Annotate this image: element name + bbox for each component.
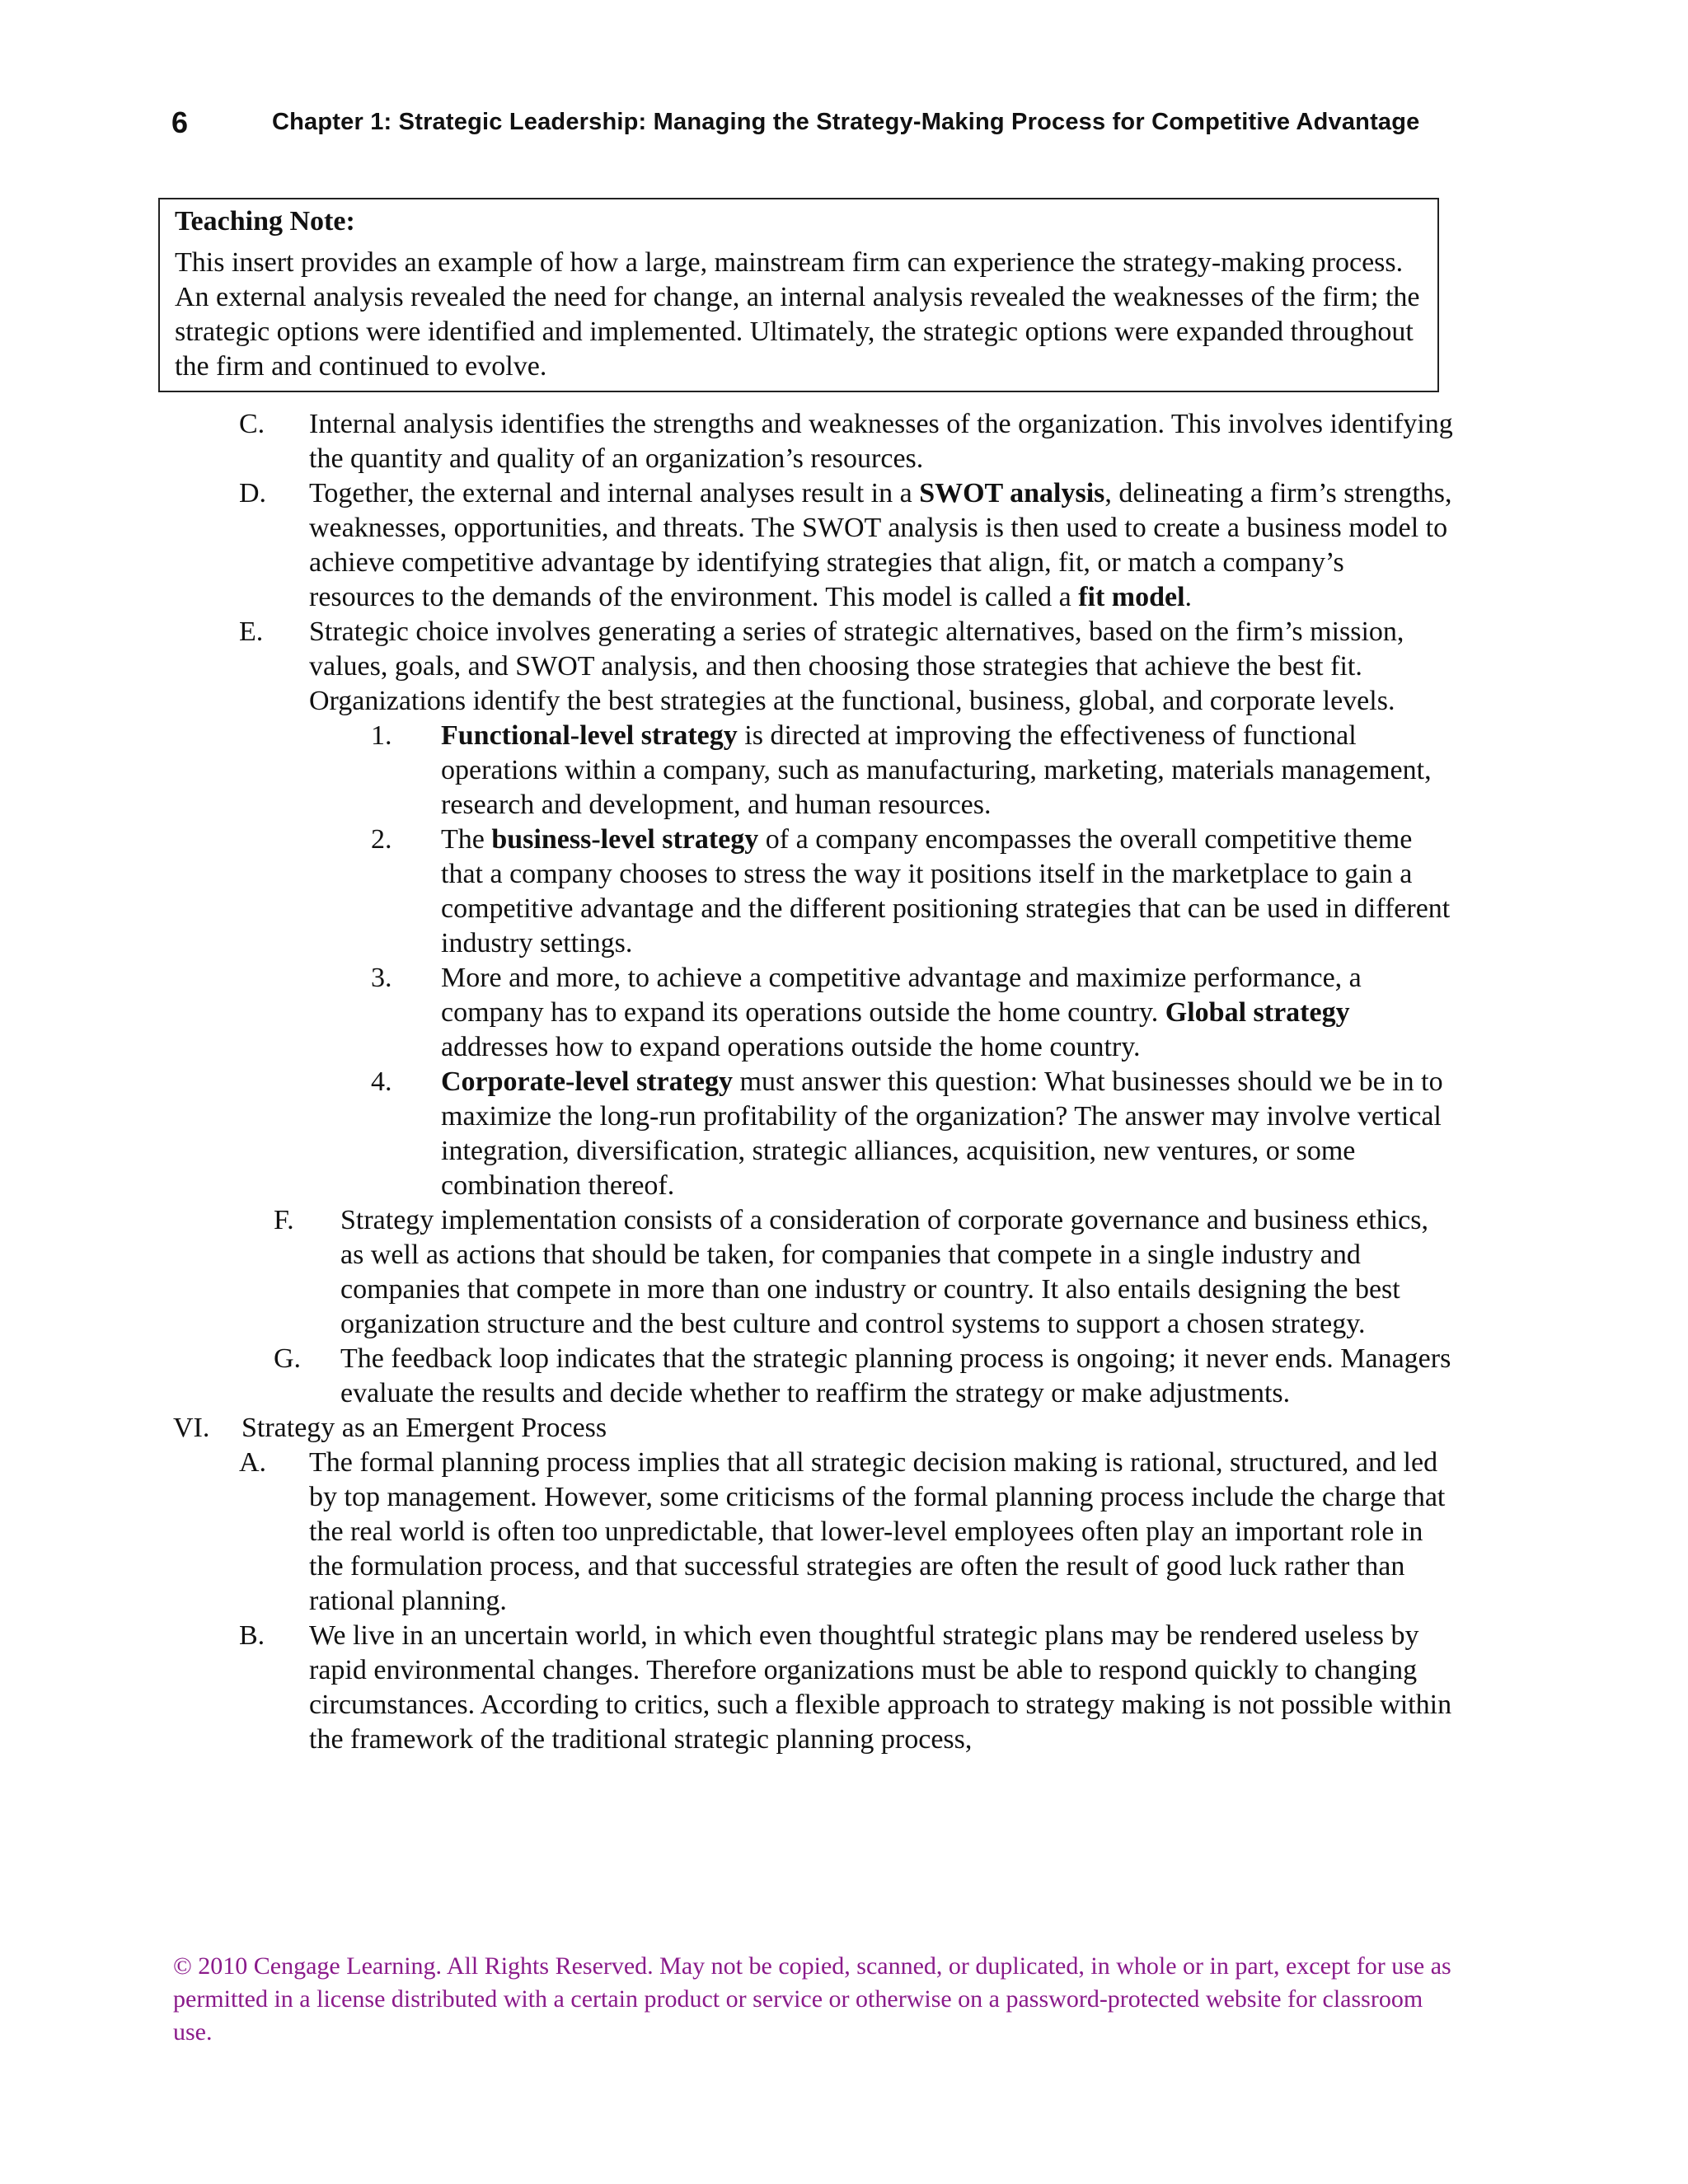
outline [0, 407, 1688, 1757]
term-fit-model: fit model [1078, 582, 1185, 612]
term-functional-level-strategy: Functional-level strategy [441, 720, 738, 751]
item-text: The formal planning process implies that all strategic decision making is rational, structured, and led by top management. However, some criticisms of the formal planning process include the charge that the real world is often too unpredictable, that lower-level employees often play an important role in the formulation process, and that successful strategies are often the result of good luck rather than rational planning. [309, 1447, 1446, 1616]
item-text: More and more, to achieve a competitive advantage and maximize performance, a company has to expand its operations outside the home country. [441, 963, 1362, 1028]
outline-item-e1 [0, 719, 1455, 823]
outline-item-c [0, 407, 1455, 476]
item-text: Strategy implementation consists of a consideration of corporate governance and business ethics, as well as actions that should be taken, for companies that compete in a single industry and companies that compete in more than one industry or country. It also entails designing the best organization structure and the best culture and control systems to support a chosen strategy. [340, 1205, 1428, 1339]
outline-item-f [0, 1203, 1455, 1342]
item-label: C. [239, 409, 265, 439]
item-text: The [441, 824, 492, 855]
outline-item-vi-a [0, 1446, 1455, 1619]
page-number: 6 [171, 105, 189, 139]
section-heading: Strategy as an Emergent Process [241, 1413, 607, 1443]
item-text: of a company encompasses the overall competitive theme that a company chooses to stress the way it positions itself in the marketplace to gain a competitive advantage and the different positioning strategies that can be used in different industry settings. [441, 824, 1451, 958]
item-text: . [1184, 582, 1193, 612]
item-text: is directed at improving the effectiveness of functional operations within a company, such as manufacturing, marketing, materials management, research and development, and human resources. [441, 720, 1432, 820]
item-text: , delineating a firm’s strengths, weaknesses, opportunities, and threats. The SWOT analysis is then used to create a business model to achieve competitive advantage by identifying strategies that align, fit, or match a company’s resources to the demands of the environment. This model is called a [309, 478, 1452, 612]
item-text: Together, the external and internal analyses result in a [309, 478, 920, 509]
outline-item-vi-b [0, 1619, 1455, 1757]
chapter-title: Chapter 1: Strategic Leadership: Managing the Strategy-Making Process for Competitive Advantage [272, 109, 1420, 135]
item-text: Strategic choice involves generating a series of strategic alternatives, based on the firm’s mission, values, goals, and SWOT analysis, and then choosing those strategies that achieve the best fit. Organizations identify the best strategies at the functional, business, global, and corporate levels. [309, 616, 1404, 716]
item-text: We live in an uncertain world, in which even thoughtful strategic plans may be rendered useless by rapid environmental changes. Therefore organizations must be able to respond quickly to changing circumstances. According to critics, such a flexible approach to strategy making is not possible within the framework of the traditional strategic planning process, [309, 1620, 1452, 1755]
outline-item-e3 [0, 961, 1455, 1065]
outline-item-e4 [0, 1065, 1455, 1203]
outline-section-vi [0, 1411, 1455, 1446]
term-corporate-level-strategy: Corporate-level strategy [441, 1066, 734, 1097]
teaching-note-box [158, 198, 1439, 392]
item-label: B. [239, 1620, 265, 1651]
copyright-footer: © 2010 Cengage Learning. All Rights Reserved. May not be copied, scanned, or duplicated, in whole or in part, except for use as permitted in a license distributed with a certain product or service or otherwise on a password-protected website for classroom use. [173, 1952, 1451, 2046]
outline-item-e2 [0, 823, 1455, 961]
outline-item-g [0, 1342, 1455, 1411]
section-label: VI. [173, 1413, 210, 1443]
item-label: D. [239, 478, 267, 509]
term-swot-analysis: SWOT analysis [919, 478, 1105, 509]
teaching-note-title: Teaching Note: [175, 206, 355, 237]
term-global-strategy: Global strategy [1165, 997, 1350, 1028]
item-text: The feedback loop indicates that the strategic planning process is ongoing; it never ends. Managers evaluate the results and decide whether to reaffirm the strategy or make adjustments. [340, 1343, 1451, 1408]
item-label: 3. [371, 963, 392, 993]
item-label: E. [239, 616, 264, 647]
item-label: 1. [371, 720, 392, 751]
item-label: F. [274, 1205, 294, 1235]
term-business-level-strategy: business-level strategy [491, 824, 759, 855]
item-label: A. [239, 1447, 267, 1478]
item-text: addresses how to expand operations outside the home country. [441, 1032, 1141, 1062]
item-label: 4. [371, 1066, 392, 1097]
outline-item-e [0, 615, 1455, 719]
outline-item-d [0, 476, 1455, 615]
teaching-note-body: This insert provides an example of how a large, mainstream firm can experience the strategy-making process. An external analysis revealed the need for change, an internal analysis revealed the weaknesses of the firm; the strategic options were identified and implemented. Ultimately, the strategic options were expanded throughout the firm and continued to evolve. [175, 247, 1420, 382]
item-label: 2. [371, 824, 392, 855]
item-text: must answer this question: What businesses should we be in to maximize the long-run profitability of the organization? The answer may involve vertical integration, diversification, strategic alliances, acquisition, new ventures, or some combination thereof. [441, 1066, 1443, 1201]
item-text: Internal analysis identifies the strengths and weaknesses of the organization. This involves identifying the quantity and quality of an organization’s resources. [309, 409, 1453, 474]
item-label: G. [274, 1343, 302, 1374]
